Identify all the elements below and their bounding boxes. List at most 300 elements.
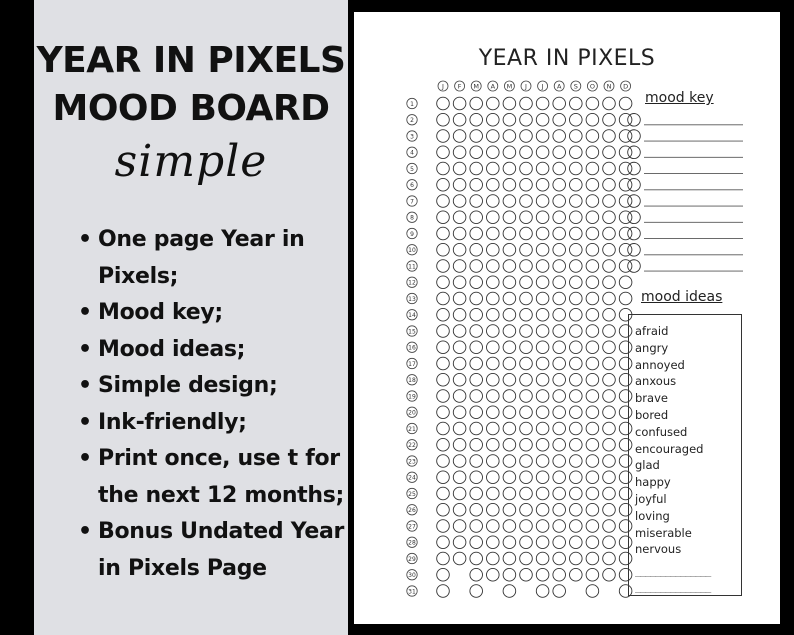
pixel-cell xyxy=(487,357,500,370)
pixel-cell xyxy=(470,455,483,468)
day-label: 16 xyxy=(408,344,416,352)
pixel-cell xyxy=(453,227,466,240)
pixel-cell xyxy=(503,357,516,370)
mood-idea-item: bored xyxy=(635,407,669,422)
pixel-cell xyxy=(487,292,500,305)
mood-key-title: mood key xyxy=(645,90,714,106)
pixel-cell xyxy=(520,503,533,516)
pixel-cell xyxy=(453,341,466,354)
pixel-cell xyxy=(536,438,549,451)
pixel-cell xyxy=(570,146,583,159)
pixel-cell xyxy=(603,438,616,451)
pixel-cell xyxy=(437,536,450,549)
pixel-cell xyxy=(553,422,566,435)
pixel-cell xyxy=(453,162,466,175)
pixel-cell xyxy=(570,211,583,224)
pixel-cell xyxy=(570,406,583,419)
pixel-cell xyxy=(453,438,466,451)
pixel-cell xyxy=(503,146,516,159)
pixel-cell xyxy=(453,146,466,159)
day-label: 6 xyxy=(410,182,414,190)
pixel-cell xyxy=(487,503,500,516)
pixel-cell xyxy=(619,276,632,289)
pixel-cell xyxy=(437,487,450,500)
pixel-cell xyxy=(470,243,483,256)
day-label: 13 xyxy=(408,295,416,303)
pixel-cell xyxy=(487,438,500,451)
pixel-cell xyxy=(603,195,616,208)
pixel-cell xyxy=(470,341,483,354)
pixel-cell xyxy=(503,325,516,338)
pixel-cell xyxy=(586,487,599,500)
pixel-cell xyxy=(470,357,483,370)
pixel-cell xyxy=(603,520,616,533)
pixel-cell xyxy=(603,308,616,321)
pixel-cell xyxy=(437,243,450,256)
pixel-cell xyxy=(536,211,549,224)
pixel-cell xyxy=(536,243,549,256)
pixel-cell xyxy=(570,357,583,370)
pixel-cell xyxy=(536,227,549,240)
pixel-cell xyxy=(603,146,616,159)
mood-idea-item: nervous xyxy=(635,542,682,557)
pixel-cell xyxy=(470,130,483,143)
mood-idea-item: annoyed xyxy=(635,357,685,372)
pixel-cell xyxy=(470,422,483,435)
pixel-cell xyxy=(603,552,616,565)
pixel-cell xyxy=(553,487,566,500)
pixel-cell xyxy=(453,406,466,419)
pixel-cell xyxy=(520,373,533,386)
pixel-cell xyxy=(586,178,599,191)
pixel-cell xyxy=(570,422,583,435)
pixel-cell xyxy=(536,390,549,403)
pixel-cell xyxy=(487,308,500,321)
pixel-cell xyxy=(520,162,533,175)
pixel-cell xyxy=(536,520,549,533)
pixel-cell xyxy=(536,276,549,289)
pixel-cell xyxy=(586,406,599,419)
pixel-cell xyxy=(437,162,450,175)
month-label: N xyxy=(606,82,612,91)
mood-idea-item: confused xyxy=(635,424,688,439)
day-label: 11 xyxy=(408,263,416,271)
pixel-cell xyxy=(520,227,533,240)
day-label: 5 xyxy=(410,165,414,173)
pixel-cell xyxy=(503,227,516,240)
mood-key-swatch xyxy=(628,260,641,273)
pixel-cell xyxy=(536,455,549,468)
pixel-cell xyxy=(603,260,616,273)
pixel-cell xyxy=(553,341,566,354)
pixel-cell xyxy=(520,146,533,159)
pixel-cell xyxy=(570,520,583,533)
pixel-cell xyxy=(503,243,516,256)
pixel-cell xyxy=(603,341,616,354)
pixel-cell xyxy=(487,113,500,126)
pixel-cell xyxy=(470,503,483,516)
pixel-cell xyxy=(520,243,533,256)
pixel-cell xyxy=(586,113,599,126)
day-label: 8 xyxy=(410,214,414,222)
pixel-cell xyxy=(570,227,583,240)
mood-idea-item: afraid xyxy=(635,324,669,338)
pixel-cell xyxy=(470,520,483,533)
month-label: F xyxy=(457,82,462,91)
pixel-cell xyxy=(520,260,533,273)
pixel-cell xyxy=(553,195,566,208)
pixel-cell xyxy=(603,325,616,338)
pixel-cell xyxy=(570,113,583,126)
pixel-cell xyxy=(470,227,483,240)
pixel-cell xyxy=(503,341,516,354)
pixel-cell xyxy=(503,276,516,289)
pixel-cell xyxy=(453,471,466,484)
mood-idea-item: brave xyxy=(635,391,668,406)
pixel-cell xyxy=(586,97,599,110)
day-label: 28 xyxy=(408,539,416,547)
blank-line: _______________ xyxy=(635,566,711,577)
pixel-cell xyxy=(536,308,549,321)
pixel-cell xyxy=(603,130,616,143)
mood-key-swatch xyxy=(628,146,641,159)
pixel-cell xyxy=(536,406,549,419)
pixel-cell xyxy=(470,390,483,403)
pixel-cell xyxy=(503,195,516,208)
pixel-cell xyxy=(536,178,549,191)
pixel-cell xyxy=(553,455,566,468)
pixel-cell xyxy=(570,243,583,256)
mood-idea-item: miserable xyxy=(635,525,692,540)
pixel-cell xyxy=(553,390,566,403)
pixel-cell xyxy=(503,178,516,191)
pixel-cell xyxy=(437,503,450,516)
day-label: 29 xyxy=(408,555,416,563)
mood-key-swatch xyxy=(628,162,641,175)
mood-ideas-box xyxy=(628,314,742,596)
pixel-cell xyxy=(437,520,450,533)
mood-idea-item: joyful xyxy=(635,491,667,506)
pixel-cell xyxy=(553,585,566,598)
feature-item: • Print once, use t for the next 12 months; xyxy=(78,441,348,514)
pixel-cell xyxy=(536,568,549,581)
pixel-cell xyxy=(570,195,583,208)
pixel-cell xyxy=(553,373,566,386)
pixel-cell xyxy=(536,260,549,273)
pixel-cell xyxy=(487,227,500,240)
pixel-cell xyxy=(487,178,500,191)
pixel-cell xyxy=(503,585,516,598)
day-label: 19 xyxy=(408,393,416,401)
pixel-cell xyxy=(470,487,483,500)
pixel-cell xyxy=(437,585,450,598)
pixel-cell xyxy=(553,113,566,126)
pixel-cell xyxy=(586,422,599,435)
feature-item: • Simple design; xyxy=(78,368,348,405)
pixel-cell xyxy=(437,438,450,451)
pixel-cell xyxy=(586,373,599,386)
pixel-cell xyxy=(586,552,599,565)
day-label: 14 xyxy=(408,312,416,320)
pixel-cell xyxy=(453,292,466,305)
pixel-cell xyxy=(570,471,583,484)
pixel-cell xyxy=(520,195,533,208)
pixel-cell xyxy=(536,162,549,175)
pixel-cell xyxy=(553,406,566,419)
pixel-cell xyxy=(470,113,483,126)
pixel-cell xyxy=(603,536,616,549)
pixel-cell xyxy=(570,276,583,289)
pixel-cell xyxy=(437,260,450,273)
pixel-cell xyxy=(603,292,616,305)
pixel-cell xyxy=(586,292,599,305)
pixel-cell xyxy=(470,536,483,549)
pixel-cell xyxy=(520,276,533,289)
pixel-cell xyxy=(470,146,483,159)
pixel-cell xyxy=(570,260,583,273)
pixel-cell xyxy=(503,373,516,386)
pixel-cell xyxy=(570,162,583,175)
pixel-cell xyxy=(437,422,450,435)
pixel-cell xyxy=(553,552,566,565)
pixel-cell xyxy=(586,390,599,403)
month-label: D xyxy=(623,82,629,91)
pixel-cell xyxy=(603,503,616,516)
pixel-cell xyxy=(603,487,616,500)
pixel-cell xyxy=(553,308,566,321)
pixel-cell xyxy=(553,97,566,110)
pixel-cell xyxy=(586,195,599,208)
pixel-cell xyxy=(503,130,516,143)
month-label: O xyxy=(589,82,595,91)
pixel-cell xyxy=(453,276,466,289)
pixel-cell xyxy=(520,130,533,143)
pixel-cell xyxy=(453,243,466,256)
pixel-cell xyxy=(586,130,599,143)
pixel-cell xyxy=(603,97,616,110)
day-label: 2 xyxy=(410,117,414,125)
month-label: A xyxy=(556,82,562,91)
pixel-cell xyxy=(603,276,616,289)
pixel-cell xyxy=(520,308,533,321)
pixel-cell xyxy=(586,536,599,549)
pixel-cell xyxy=(487,260,500,273)
pixel-cell xyxy=(553,146,566,159)
pixel-cell xyxy=(520,520,533,533)
pixel-cell xyxy=(503,390,516,403)
day-label: 21 xyxy=(408,425,416,433)
feature-item: • Ink-friendly; xyxy=(78,405,348,442)
pixel-cell xyxy=(487,195,500,208)
month-label: J xyxy=(525,82,527,91)
pixel-cell xyxy=(487,520,500,533)
promo-title-line2: MOOD BOARD xyxy=(52,88,330,129)
pixel-cell xyxy=(470,178,483,191)
pixel-cell xyxy=(437,211,450,224)
pixel-cell xyxy=(586,357,599,370)
pixel-cell xyxy=(586,568,599,581)
pixel-cell xyxy=(553,325,566,338)
pixel-cell xyxy=(586,471,599,484)
pixel-cell xyxy=(586,341,599,354)
pixel-cell xyxy=(470,97,483,110)
pixel-cell xyxy=(453,211,466,224)
pixel-cell xyxy=(520,536,533,549)
promo-title-line1: YEAR IN PIXELS xyxy=(36,40,346,81)
day-label: 10 xyxy=(408,247,416,255)
pixel-cell xyxy=(603,471,616,484)
pixel-cell xyxy=(487,422,500,435)
pixel-cell xyxy=(520,406,533,419)
day-label: 22 xyxy=(408,442,416,450)
pixel-cell xyxy=(603,455,616,468)
pixel-cell xyxy=(437,146,450,159)
mood-key-swatch xyxy=(628,195,641,208)
day-label: 30 xyxy=(408,572,416,580)
pixel-cell xyxy=(603,178,616,191)
pixel-cell xyxy=(553,292,566,305)
pixel-cell xyxy=(487,243,500,256)
pixel-cell xyxy=(470,325,483,338)
pixel-cell xyxy=(487,325,500,338)
month-label: M xyxy=(473,82,480,91)
day-label: 18 xyxy=(408,377,416,385)
mood-key-swatch xyxy=(628,227,641,240)
pixel-cell xyxy=(536,195,549,208)
pixel-cell xyxy=(437,97,450,110)
pixel-cell xyxy=(487,406,500,419)
day-label: 20 xyxy=(408,409,416,417)
pixel-cell xyxy=(487,373,500,386)
pixel-cell xyxy=(487,162,500,175)
pixel-cell xyxy=(437,130,450,143)
pixel-cell xyxy=(553,520,566,533)
pixel-cell xyxy=(536,341,549,354)
pixel-cell xyxy=(520,438,533,451)
mood-ideas-list xyxy=(635,323,703,558)
day-label: 27 xyxy=(408,523,416,531)
pixel-cell xyxy=(503,552,516,565)
mood-idea-item: encouraged xyxy=(635,441,704,456)
pixel-cell xyxy=(487,97,500,110)
pixel-cell xyxy=(470,211,483,224)
pixel-cell xyxy=(570,503,583,516)
pixel-cell xyxy=(503,406,516,419)
pixel-cell xyxy=(437,455,450,468)
pixel-cell xyxy=(453,357,466,370)
pixel-cell xyxy=(453,113,466,126)
month-label: J xyxy=(541,82,544,91)
day-label: 9 xyxy=(410,230,414,238)
pixel-cell xyxy=(453,325,466,338)
pixel-cell xyxy=(503,487,516,500)
day-label: 7 xyxy=(410,198,414,206)
pixel-cell xyxy=(603,568,616,581)
pixel-cell xyxy=(453,178,466,191)
pixel-cell xyxy=(520,325,533,338)
pixel-cell xyxy=(619,292,632,305)
pixel-cell xyxy=(470,373,483,386)
promo-panel xyxy=(34,0,348,635)
pixel-cell xyxy=(570,536,583,549)
blank-line: _______________ xyxy=(635,582,711,593)
pixel-cell xyxy=(453,195,466,208)
pixel-cell xyxy=(603,113,616,126)
pixel-cell xyxy=(603,227,616,240)
pixel-cell xyxy=(503,113,516,126)
black-border-left xyxy=(0,0,34,635)
pixel-cell xyxy=(586,520,599,533)
pixel-cell xyxy=(570,97,583,110)
pixel-cell xyxy=(487,487,500,500)
pixel-cell xyxy=(503,438,516,451)
pixel-cell xyxy=(536,357,549,370)
pixel-cell xyxy=(536,552,549,565)
pixel-cell xyxy=(487,536,500,549)
day-label: 25 xyxy=(408,490,416,498)
day-label: 1 xyxy=(410,100,414,108)
pixel-cell xyxy=(570,390,583,403)
mood-key-swatch xyxy=(628,211,641,224)
pixel-cell xyxy=(570,373,583,386)
pixel-cell xyxy=(520,341,533,354)
pixel-cell xyxy=(553,243,566,256)
pixel-cell xyxy=(487,341,500,354)
pixel-cell xyxy=(536,373,549,386)
pixel-cell xyxy=(453,552,466,565)
pixel-cell xyxy=(503,520,516,533)
pixel-cell xyxy=(470,438,483,451)
pixel-cell xyxy=(520,390,533,403)
pixel-cell xyxy=(586,162,599,175)
pixel-cell xyxy=(437,292,450,305)
pixel-cell xyxy=(453,536,466,549)
pixel-cell xyxy=(586,325,599,338)
pixel-cell xyxy=(453,308,466,321)
day-label: 26 xyxy=(408,507,416,515)
pixel-cell xyxy=(520,97,533,110)
pixel-cell xyxy=(586,585,599,598)
pixel-cell xyxy=(586,455,599,468)
pixel-cell xyxy=(487,455,500,468)
pixel-cell xyxy=(453,520,466,533)
pixel-cell xyxy=(437,178,450,191)
pixel-cell xyxy=(570,308,583,321)
pixel-cell xyxy=(453,422,466,435)
pixel-cell xyxy=(536,503,549,516)
pixel-cell xyxy=(437,308,450,321)
pixel-cell xyxy=(520,178,533,191)
pixel-cell xyxy=(536,113,549,126)
pixel-cell xyxy=(453,487,466,500)
pixel-cell xyxy=(470,260,483,273)
pixel-cell xyxy=(570,568,583,581)
sheet-title: YEAR IN PIXELS xyxy=(478,46,656,71)
pixel-cell xyxy=(520,422,533,435)
pixel-cell xyxy=(536,471,549,484)
pixel-cell xyxy=(453,260,466,273)
month-label: A xyxy=(490,82,496,91)
pixel-cell xyxy=(586,276,599,289)
mood-key-swatch xyxy=(628,130,641,143)
feature-item: • Mood key; xyxy=(78,295,348,332)
pixel-cell xyxy=(586,308,599,321)
pixel-cell xyxy=(503,308,516,321)
pixel-cell xyxy=(603,357,616,370)
pixel-cell xyxy=(553,227,566,240)
pixel-cell xyxy=(453,455,466,468)
pixel-cell xyxy=(487,130,500,143)
